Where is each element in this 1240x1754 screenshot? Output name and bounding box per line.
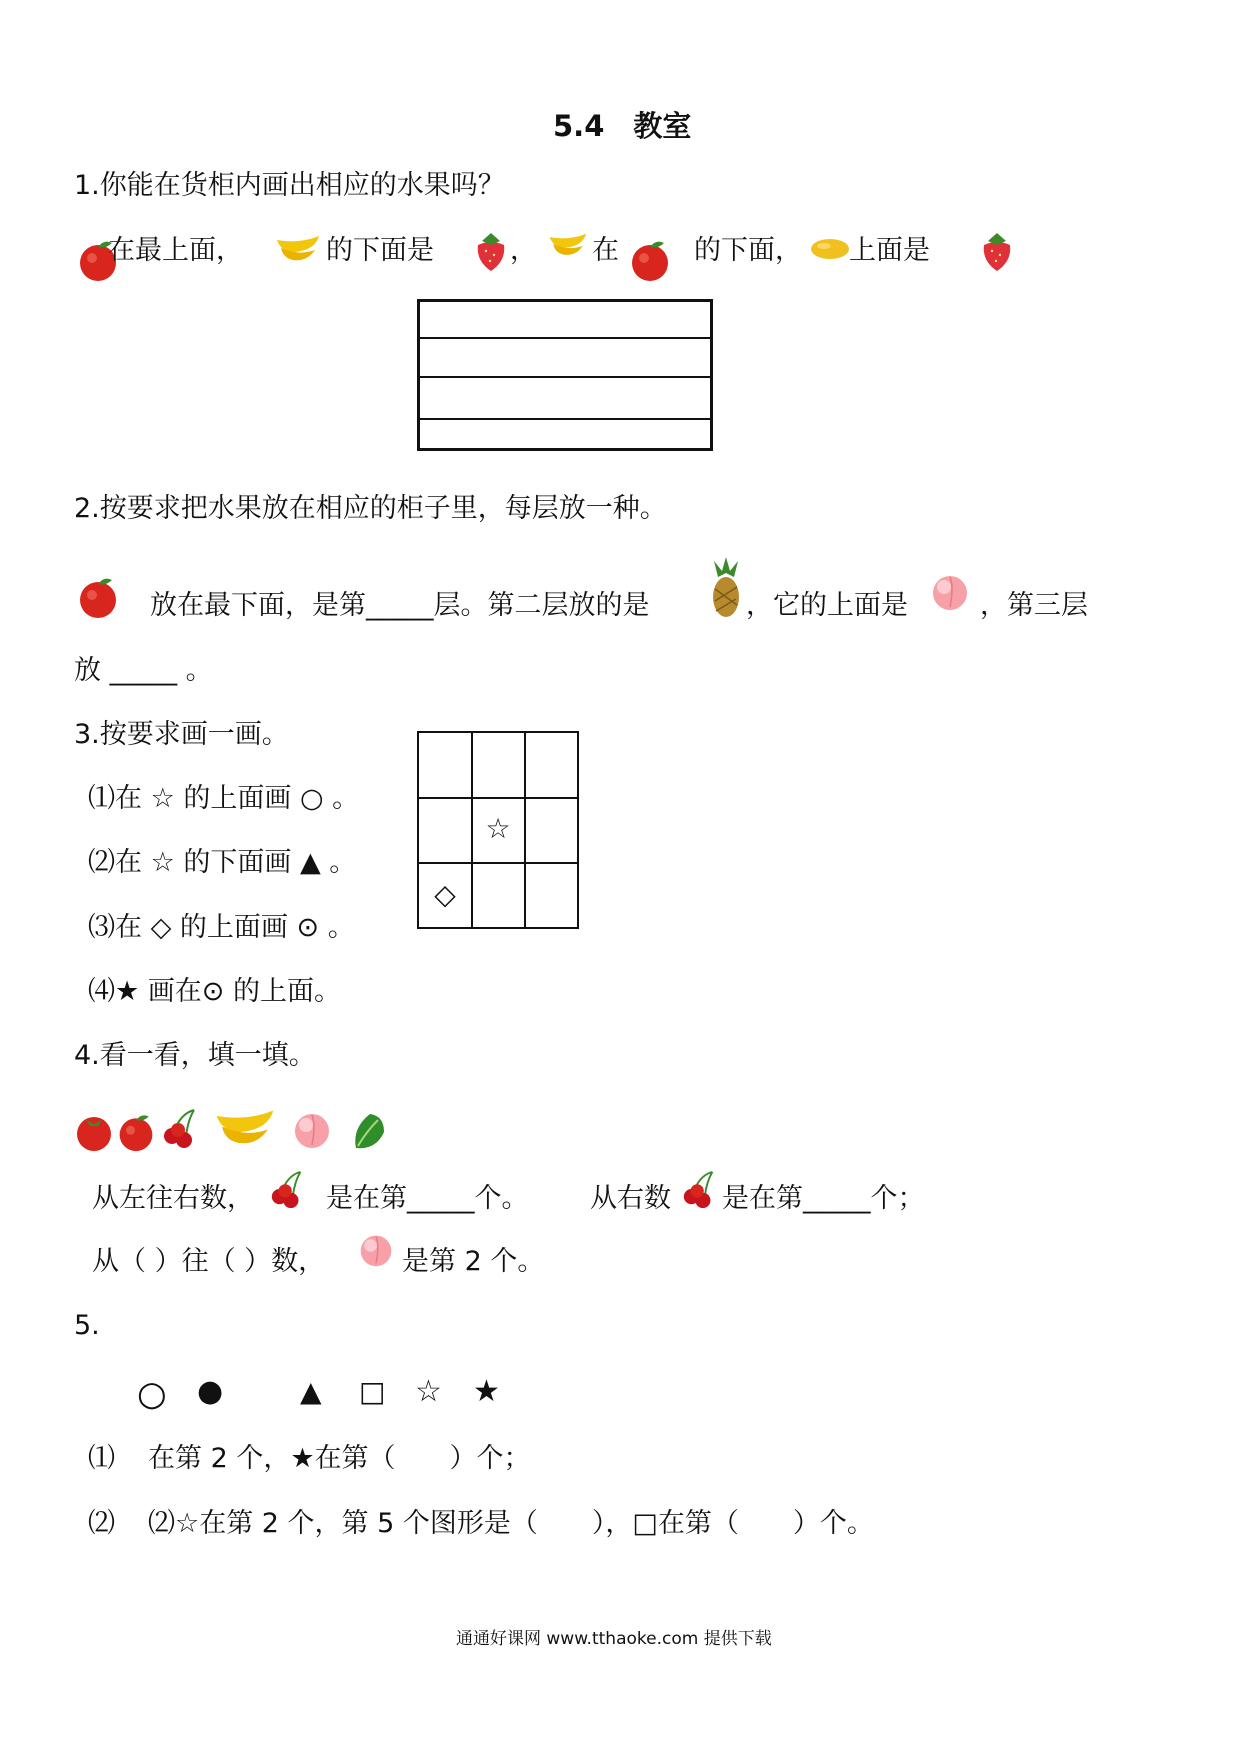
q2-text-3: ，第三层 bbox=[980, 590, 1088, 621]
mango-icon bbox=[810, 237, 850, 261]
strawberry-icon bbox=[474, 231, 508, 273]
q4-line1-b: 是在第_____个。 bbox=[326, 1183, 529, 1214]
q5-item-1-number: ⑴ bbox=[88, 1443, 115, 1474]
tomato-icon bbox=[74, 1112, 114, 1152]
apple-icon-4 bbox=[116, 1112, 156, 1152]
q4-line2-b: 是第 2 个。 bbox=[402, 1246, 545, 1277]
peach-icon-2 bbox=[292, 1110, 332, 1150]
q2-text-2: ，它的上面是 bbox=[746, 590, 908, 621]
drawing-grid bbox=[417, 731, 579, 929]
shape-circle: ○ bbox=[137, 1374, 167, 1414]
q4-line2-a: 从（ ）往（ ）数， bbox=[92, 1246, 326, 1277]
shape-square: □ bbox=[359, 1375, 386, 1408]
q1-heading: 1.你能在货柜内画出相应的水果吗？ bbox=[74, 170, 505, 201]
strawberry-icon-2 bbox=[980, 231, 1014, 273]
vegetable-icon bbox=[348, 1108, 390, 1152]
q1-text-6: 上面是 bbox=[849, 235, 930, 266]
shape-star-outline: ☆ bbox=[415, 1374, 442, 1409]
q4-line1-c: 从右数 bbox=[590, 1183, 671, 1214]
pineapple-icon bbox=[706, 555, 746, 619]
shelf-cabinet bbox=[417, 299, 713, 451]
grid-diamond-symbol: ◇ bbox=[434, 878, 456, 911]
footer-text: 通通好课网 www.tthaoke.com 提供下载 bbox=[456, 1629, 772, 1649]
q5-item-1: 在第 2 个，★在第（ ）个； bbox=[148, 1443, 531, 1474]
q5-heading: 5. bbox=[74, 1310, 100, 1341]
q1-text-4: 在 bbox=[592, 235, 619, 266]
shelf-line-2 bbox=[420, 376, 710, 378]
q2-heading: 2.按要求把水果放在相应的柜子里，每层放一种。 bbox=[74, 493, 667, 524]
q3-item-4: ⑷★ 画在⊙ 的上面。 bbox=[88, 976, 341, 1007]
q3-item-1: ⑴在 ☆ 的上面画 ○ 。 bbox=[88, 783, 360, 814]
q1-text-1: 在最上面， bbox=[108, 235, 243, 266]
q1-text-3: ， bbox=[510, 235, 537, 266]
grid-row-line-2 bbox=[419, 862, 577, 864]
peach-icon-3 bbox=[358, 1232, 394, 1268]
grid-row-line-1 bbox=[419, 797, 577, 799]
q5-item-2: ⑵☆在第 2 个，第 5 个图形是（ ），□在第（ ）个。 bbox=[148, 1508, 874, 1539]
cherry-icon-2 bbox=[268, 1168, 308, 1210]
q4-heading: 4.看一看，填一填。 bbox=[74, 1040, 316, 1071]
shape-filled-circle: ● bbox=[197, 1374, 224, 1409]
shelf-line-3 bbox=[420, 418, 710, 420]
q5-item-2-number: ⑵ bbox=[88, 1508, 115, 1539]
peach-icon bbox=[930, 572, 970, 612]
banana-icon-3 bbox=[214, 1104, 276, 1152]
q3-item-3: ⑶在 ◇ 的上面画 ⊙ 。 bbox=[88, 912, 355, 943]
q4-line1-d: 是在第_____个； bbox=[722, 1183, 925, 1214]
cherry-icon-3 bbox=[680, 1168, 720, 1210]
apple-icon-2 bbox=[628, 238, 672, 282]
q2-text-4: 放 _____ 。 bbox=[74, 655, 213, 686]
q3-heading: 3.按要求画一画。 bbox=[74, 719, 289, 750]
banana-icon bbox=[275, 234, 321, 264]
apple-icon-3 bbox=[76, 575, 120, 619]
q2-text-1: 放在最下面，是第_____层。第二层放的是 bbox=[150, 590, 650, 621]
shape-triangle: ▲ bbox=[300, 1375, 322, 1408]
q1-text-5: 的下面， bbox=[694, 235, 802, 266]
shape-star-filled: ★ bbox=[473, 1374, 500, 1409]
cherry-icon bbox=[160, 1106, 202, 1150]
shelf-line-1 bbox=[420, 337, 710, 339]
q4-line1-a: 从左往右数， bbox=[92, 1183, 254, 1214]
grid-star-symbol: ☆ bbox=[485, 812, 511, 845]
banana-icon-2 bbox=[548, 230, 588, 260]
q3-item-2: ⑵在 ☆ 的下面画 ▲ 。 bbox=[88, 847, 357, 878]
q1-text-2: 的下面是 bbox=[326, 235, 434, 266]
page-title: 5.4 教室 bbox=[553, 109, 692, 143]
